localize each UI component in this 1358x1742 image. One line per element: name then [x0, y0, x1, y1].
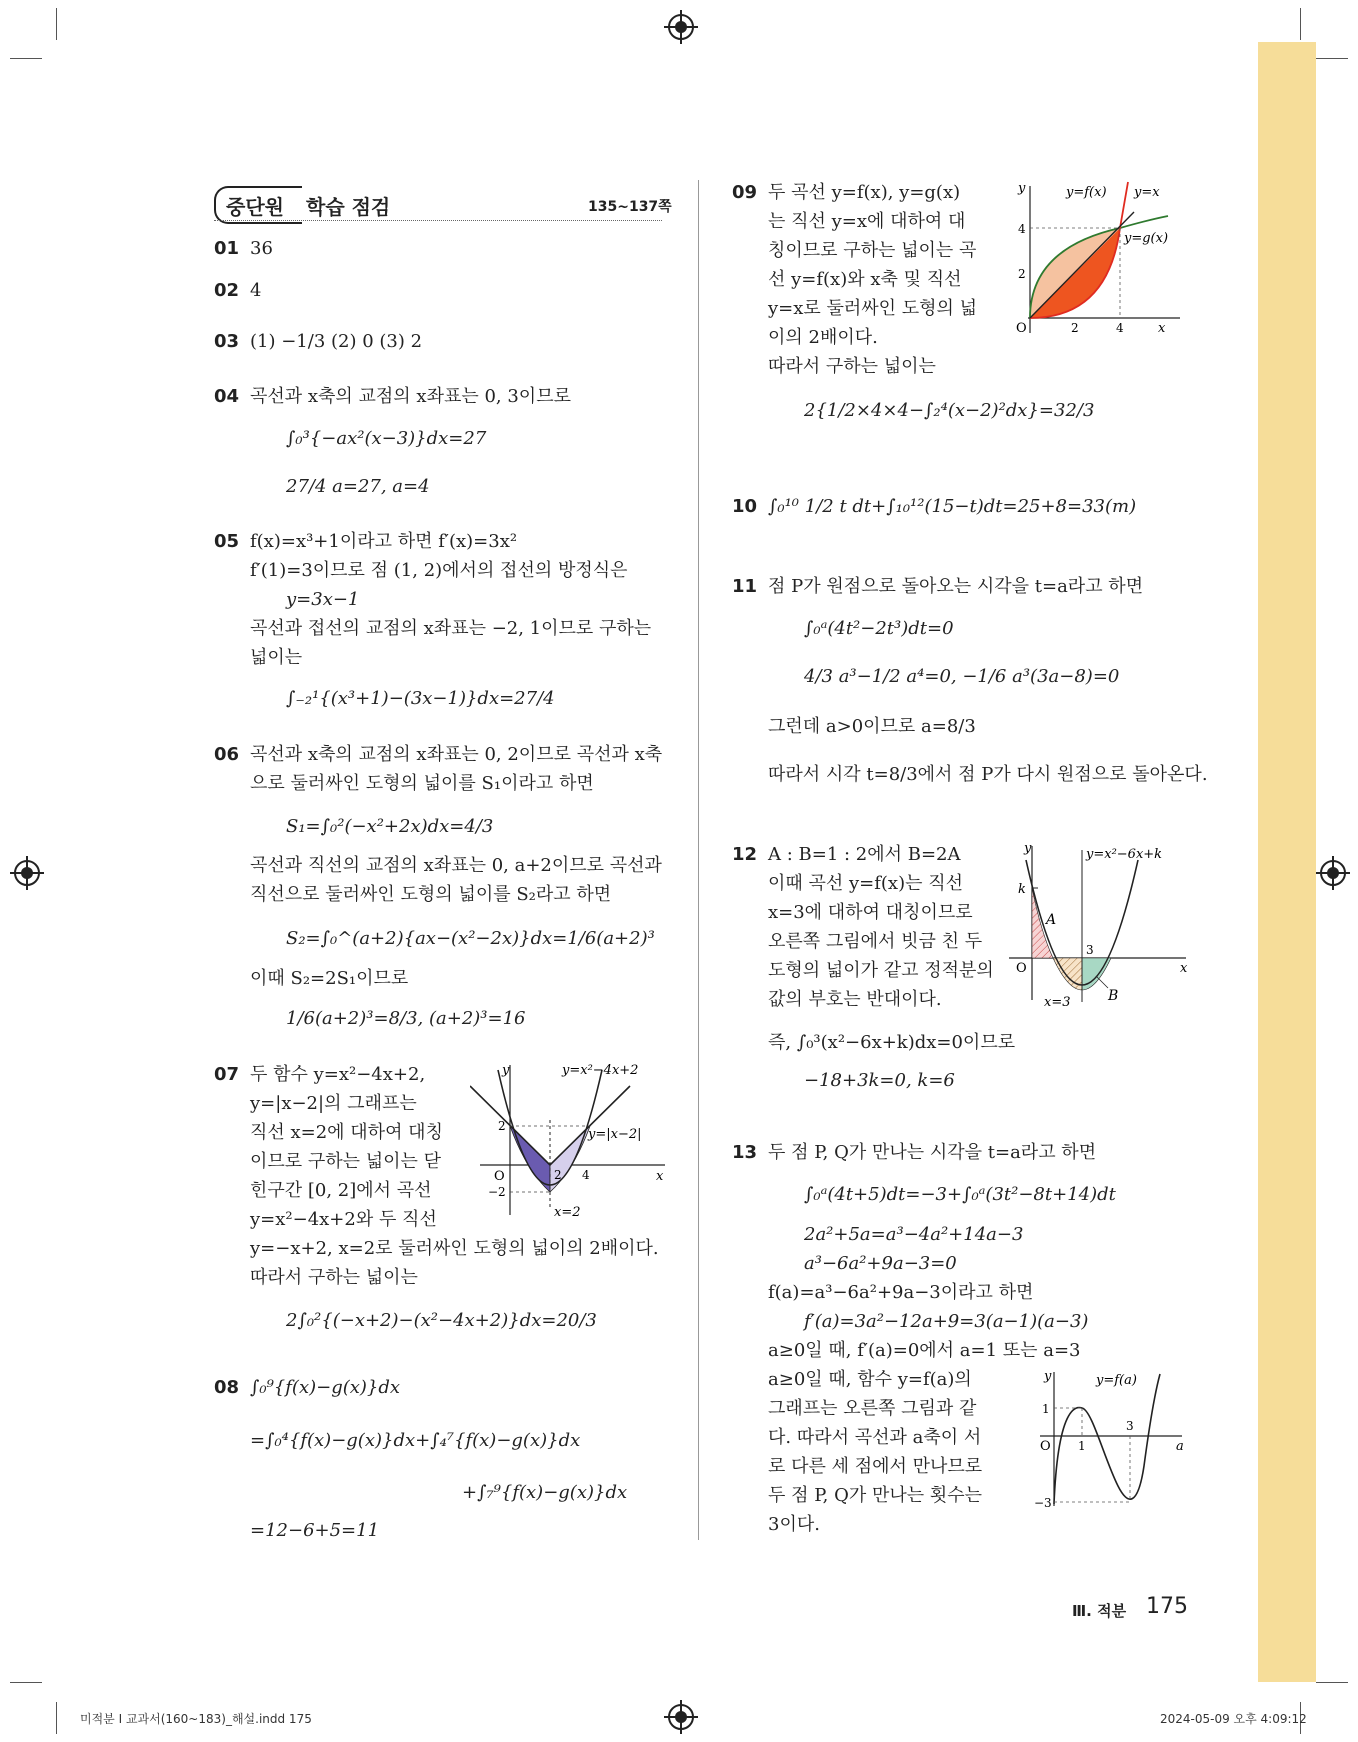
item-number: 12 [732, 844, 758, 865]
solution-line: 곡선과 직선의 교점의 x좌표는 0, a+2이므로 곡선과 [250, 855, 662, 876]
equation-line: ∫₀³{−ax²(x−3)}dx=27 [286, 428, 487, 449]
item-number: 04 [214, 386, 240, 407]
y-label: y [1018, 181, 1026, 196]
id-label: y=x [1134, 185, 1160, 200]
equation-line: +∫₇⁹{f(x)−g(x)}dx [462, 1482, 628, 1503]
equation-line: a³−6a²+9a−3=0 [804, 1253, 957, 1274]
column-divider [698, 180, 699, 1540]
equation-line: =12−6+5=11 [250, 1520, 380, 1541]
tick-label: 2 [498, 1119, 506, 1133]
crop-mark [10, 1682, 42, 1683]
item-number: 02 [214, 280, 240, 301]
equation-line: −18+3k=0, k=6 [804, 1070, 955, 1091]
graph-12 [1004, 840, 1194, 1010]
registration-mark-icon [14, 860, 40, 886]
solution-line: 따라서 구하는 넓이는 [250, 1267, 418, 1288]
tick-label: 2 [1071, 321, 1079, 335]
solution-line: 직선 x=2에 대하여 대칭 [250, 1122, 443, 1143]
answer-text: 36 [250, 238, 273, 259]
x-label: a [1176, 1439, 1184, 1454]
equation-line: ∫₀ᵃ(4t+5)dt=−3+∫₀ᵃ(3t²−8t+14)dt [804, 1184, 1116, 1205]
origin-label: O [1016, 961, 1027, 976]
solution-line: 이므로 구하는 넓이는 닫 [250, 1151, 442, 1172]
item-number: 13 [732, 1142, 758, 1163]
header-badge: 중단원 [226, 195, 284, 219]
equation-line: 27/4 a=27, a=4 [286, 476, 430, 497]
solution-line: 곡선과 접선의 교점의 x좌표는 −2, 1이므로 구하는 [250, 618, 652, 639]
solution-line: 두 점 P, Q가 만나는 시각을 t=a라고 하면 [768, 1142, 1097, 1163]
origin-label: O [494, 1169, 505, 1184]
solution-line: 곡선과 x축의 교점의 x좌표는 0, 3이므로 [250, 386, 571, 407]
tick-label: 2 [1018, 267, 1026, 281]
equation-line: =∫₀⁴{f(x)−g(x)}dx+∫₄⁷{f(x)−g(x)}dx [250, 1430, 581, 1451]
solution-line: 그런데 a>0이므로 a=8/3 [768, 716, 976, 737]
solution-line: f(a)=a³−6a²+9a−3이라고 하면 [768, 1282, 1034, 1303]
tick-label: 2 [554, 1168, 562, 1182]
item-number: 05 [214, 531, 240, 552]
three-label: 3 [1086, 943, 1094, 957]
y-label: y [1044, 1369, 1052, 1384]
g-label: y=g(x) [1124, 231, 1169, 246]
solution-line: 도형의 넓이가 같고 정적분의 [768, 960, 994, 981]
x-label: x [1158, 321, 1166, 336]
header-pages: 135~137쪽 [588, 199, 672, 215]
crop-mark [56, 1702, 57, 1734]
tick-label: 1 [1078, 1439, 1086, 1453]
solution-line: 으로 둘러싸인 도형의 넓이를 S₁이라고 하면 [250, 773, 594, 794]
equation-line: 1/6(a+2)³=8/3, (a+2)³=16 [286, 1008, 526, 1029]
cubic-curve [1054, 1374, 1160, 1504]
header-rule [214, 220, 662, 221]
f-label: y=f(x) [1066, 185, 1107, 200]
solution-line: 그래프는 오른쪽 그림과 같 [768, 1398, 977, 1419]
answer-text: (1) −1/3 (2) 0 (3) 2 [250, 331, 423, 352]
item-number: 09 [732, 182, 758, 203]
B-label: B [1108, 988, 1119, 1004]
solution-line: 두 점 P, Q가 만나는 횟수는 [768, 1485, 983, 1506]
header-title: 학습 점검 [306, 195, 391, 219]
solution-line: 이때 곡선 y=f(x)는 직선 [768, 873, 963, 894]
solution-line: y=|x−2|의 그래프는 [250, 1093, 417, 1114]
line-label: y=|x−2| [588, 1127, 642, 1142]
region-lower [1053, 958, 1082, 990]
solution-line: a≥0일 때, f′(a)=0에서 a=1 또는 a=3 [768, 1340, 1081, 1361]
solution-line: 곡선과 x축의 교점의 x좌표는 0, 2이므로 곡선과 x축 [250, 744, 663, 765]
A-label: A [1046, 912, 1057, 928]
solution-line: 힌구간 [0, 2]에서 곡선 [250, 1180, 432, 1201]
solution-line: 점 P가 원점으로 돌아오는 시각을 t=a라고 하면 [768, 576, 1144, 597]
solution-line: y=x로 둘러싸인 도형의 넓 [768, 298, 978, 319]
solution-line: 이의 2배이다. [768, 327, 878, 348]
slug-file: 미적분 Ⅰ 교과서(160~183)_해설.indd 175 [80, 1712, 312, 1726]
graph-07 [470, 1060, 670, 1220]
solution-line: y=−x+2, x=2로 둘러싸인 도형의 넓이의 2배이다. [250, 1238, 659, 1259]
solution-line: 두 곡선 y=f(x), y=g(x) [768, 182, 961, 203]
region-B [1082, 958, 1111, 990]
vline-label: x=2 [554, 1205, 581, 1220]
side-tab [1258, 42, 1316, 1682]
crop-mark [1316, 1682, 1348, 1683]
item-number: 01 [214, 238, 240, 259]
origin-label: O [1016, 321, 1027, 336]
solution-line: 직선으로 둘러싸인 도형의 넓이를 S₂라고 하면 [250, 884, 612, 905]
solution-line: 칭이므로 구하는 넓이는 곡 [768, 240, 977, 261]
equation-line: S₂=∫₀^(a+2){ax−(x²−2x)}dx=1/6(a+2)³ [286, 928, 655, 949]
registration-mark-icon [668, 14, 694, 40]
abs-line [470, 1086, 630, 1165]
equation-line: ∫₀ᵃ(4t²−2t³)dt=0 [804, 618, 954, 639]
tick-label: −2 [488, 1185, 506, 1199]
leader-line [1096, 976, 1108, 988]
solution-line: 따라서 구하는 넓이는 [768, 356, 936, 377]
equation-line: 4/3 a³−1/2 a⁴=0, −1/6 a³(3a−8)=0 [804, 666, 1120, 687]
y-label: y [1024, 841, 1032, 856]
registration-mark-icon [668, 1704, 694, 1730]
equation-line: y=3x−1 [286, 589, 360, 610]
solution-line: 선 y=f(x)와 x축 및 직선 [768, 269, 962, 290]
crop-mark [56, 8, 57, 40]
solution-line: 값의 부호는 반대이다. [768, 989, 942, 1010]
origin-label: O [1040, 1439, 1051, 1454]
solution-line: y=x²−4x+2와 두 직선 [250, 1209, 437, 1230]
item-number: 07 [214, 1064, 240, 1085]
tick-label: 4 [1018, 222, 1026, 236]
answer-text: 4 [250, 280, 262, 301]
tick-label: 3 [1126, 1419, 1134, 1433]
x-label: x [1180, 961, 1188, 976]
solution-line: 따라서 시각 t=8/3에서 점 P가 다시 원점으로 돌아온다. [768, 764, 1208, 785]
solution-line: 이때 S₂=2S₁이므로 [250, 968, 409, 989]
slug-date: 2024-05-09 오후 4:09:12 [1160, 1712, 1307, 1726]
solution-line: 로 다른 세 점에서 만나므로 [768, 1456, 983, 1477]
solution-line: f′(1)=3이므로 점 (1, 2)에서의 접선의 방정식은 [250, 560, 628, 581]
equation-line: 2∫₀²{(−x+2)−(x²−4x+2)}dx=20/3 [286, 1310, 597, 1331]
curve-label: y=x²−6x+k [1086, 847, 1163, 862]
x-label: x [656, 1169, 664, 1184]
solution-line: A : B=1 : 2에서 B=2A [768, 844, 961, 865]
solution-line: x=3에 대하여 대칭이므로 [768, 902, 973, 923]
crop-mark [10, 58, 42, 59]
k-label: k [1018, 882, 1026, 897]
tick-label: 4 [1116, 321, 1124, 335]
item-number: 06 [214, 744, 240, 765]
equation-line: S₁=∫₀²(−x²+2x)dx=4/3 [286, 816, 494, 837]
tick-label: 1 [1042, 1402, 1050, 1416]
solution-line: 오른쪽 그림에서 빗금 친 두 [768, 931, 983, 952]
solution-line: 두 함수 y=x²−4x+2, [250, 1064, 426, 1085]
page-number: 175 [1146, 1594, 1188, 1619]
equation-line: ∫₀⁹{f(x)−g(x)}dx [250, 1377, 401, 1398]
footer-section: Ⅲ. 적분 [1072, 1602, 1127, 1620]
equation-line: ∫₋₂¹{(x³+1)−(3x−1)}dx=27/4 [286, 688, 555, 709]
solution-line: 는 직선 y=x에 대하여 대 [768, 211, 966, 232]
graph-13 [1032, 1366, 1190, 1516]
curve-label: y=f(a) [1096, 1373, 1137, 1388]
item-number: 10 [732, 496, 758, 517]
solution-line: 넓이는 [250, 647, 303, 668]
equation-line: ∫₀¹⁰ 1/2 t dt+∫₁₀¹²(15−t)dt=25+8=33(m) [768, 496, 1137, 517]
item-number: 08 [214, 1377, 240, 1398]
equation-line: 2{1/2×4×4−∫₂⁴(x−2)²dx}=32/3 [804, 400, 1095, 421]
graph-09 [1008, 178, 1188, 338]
curve-label: y=x²−4x+2 [562, 1063, 639, 1078]
crop-mark [1316, 58, 1348, 59]
solution-line: f(x)=x³+1이라고 하면 f′(x)=3x² [250, 531, 518, 552]
vline-label: x=3 [1044, 995, 1071, 1010]
solution-line: 3이다. [768, 1514, 820, 1535]
solution-line: a≥0일 때, 함수 y=f(a)의 [768, 1369, 972, 1390]
equation-line: f′(a)=3a²−12a+9=3(a−1)(a−3) [804, 1311, 1089, 1332]
equation-line: 2a²+5a=a³−4a²+14a−3 [804, 1224, 1024, 1245]
tick-label: 4 [582, 1168, 590, 1182]
crop-mark [1300, 8, 1301, 40]
item-number: 03 [214, 331, 240, 352]
solution-line: 즉, ∫₀³(x²−6x+k)dx=0이므로 [768, 1032, 1016, 1053]
solution-line: 다. 따라서 곡선과 a축이 서 [768, 1427, 982, 1448]
item-number: 11 [732, 576, 758, 597]
y-label: y [502, 1063, 510, 1078]
registration-mark-icon [1320, 860, 1346, 886]
tick-label: −3 [1034, 1496, 1052, 1510]
